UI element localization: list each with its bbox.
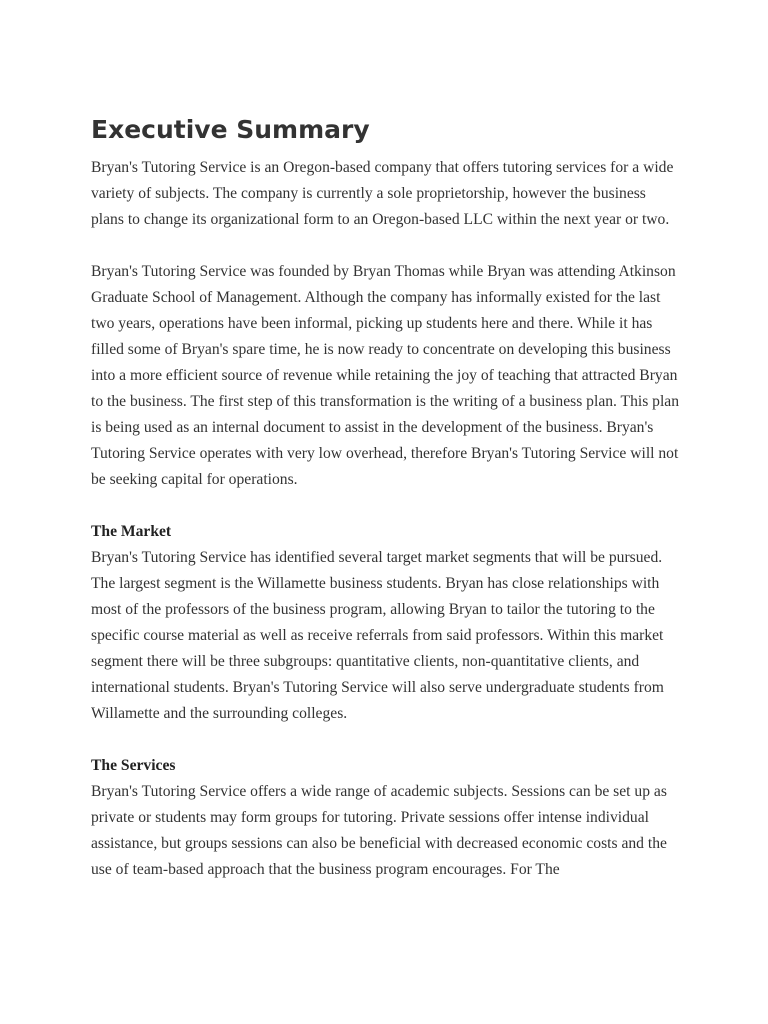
services-paragraph: Bryan's Tutoring Service offers a wide range of academic subjects. Sessions can be set up as private or students may form groups for tutoring. Private sessions offer intense individual assistance, but groups sessions can also be beneficial with decreased economic costs and the use of team-based approach that the business program encourages. For The	[91, 783, 667, 878]
market-heading: The Market	[91, 523, 172, 540]
intro-paragraph-1: Bryan's Tutoring Service is an Oregon-based company that offers tutoring services for a wide variety of subjects. The company is currently a sole proprietorship, however the business plans to change its organizational form to an Oregon-based LLC within the next year or two.	[91, 159, 674, 228]
document-page	[91, 112, 681, 883]
page-title: Executive Summary	[91, 115, 370, 144]
paragraph-spacer	[91, 233, 681, 259]
services-heading: The Services	[91, 757, 176, 774]
paragraph-spacer	[91, 493, 681, 519]
market-paragraph: Bryan's Tutoring Service has identified several target market segments that will be pursued. The largest segment is the Willamette business students. Bryan has close relationships with most of the professors of the business program, allowing Bryan to tailor the tutoring to the specific course material as well as receive referrals from said professors. Within this market segment there will be three subgroups: quantitative clients, non-quantitative clients, and international students. Bryan's Tutoring Service will also serve undergraduate students from Willamette and the surrounding colleges.	[91, 549, 664, 722]
intro-paragraph-2: Bryan's Tutoring Service was founded by Bryan Thomas while Bryan was attending Atkinson Graduate School of Management. Although the company has informally existed for the last two years, operations have been informal, picking up students here and there. While it has filled some of Bryan's spare time, he is now ready to concentrate on developing this business into a more efficient source of revenue while retaining the joy of teaching that attracted Bryan to the business. The first step of this transformation is the writing of a business plan. This plan is being used as an internal document to assist in the development of the business. Bryan's Tutoring Service operates with very low overhead, therefore Bryan's Tutoring Service will not be seeking capital for operations.	[91, 263, 680, 488]
paragraph-spacer	[91, 727, 681, 753]
